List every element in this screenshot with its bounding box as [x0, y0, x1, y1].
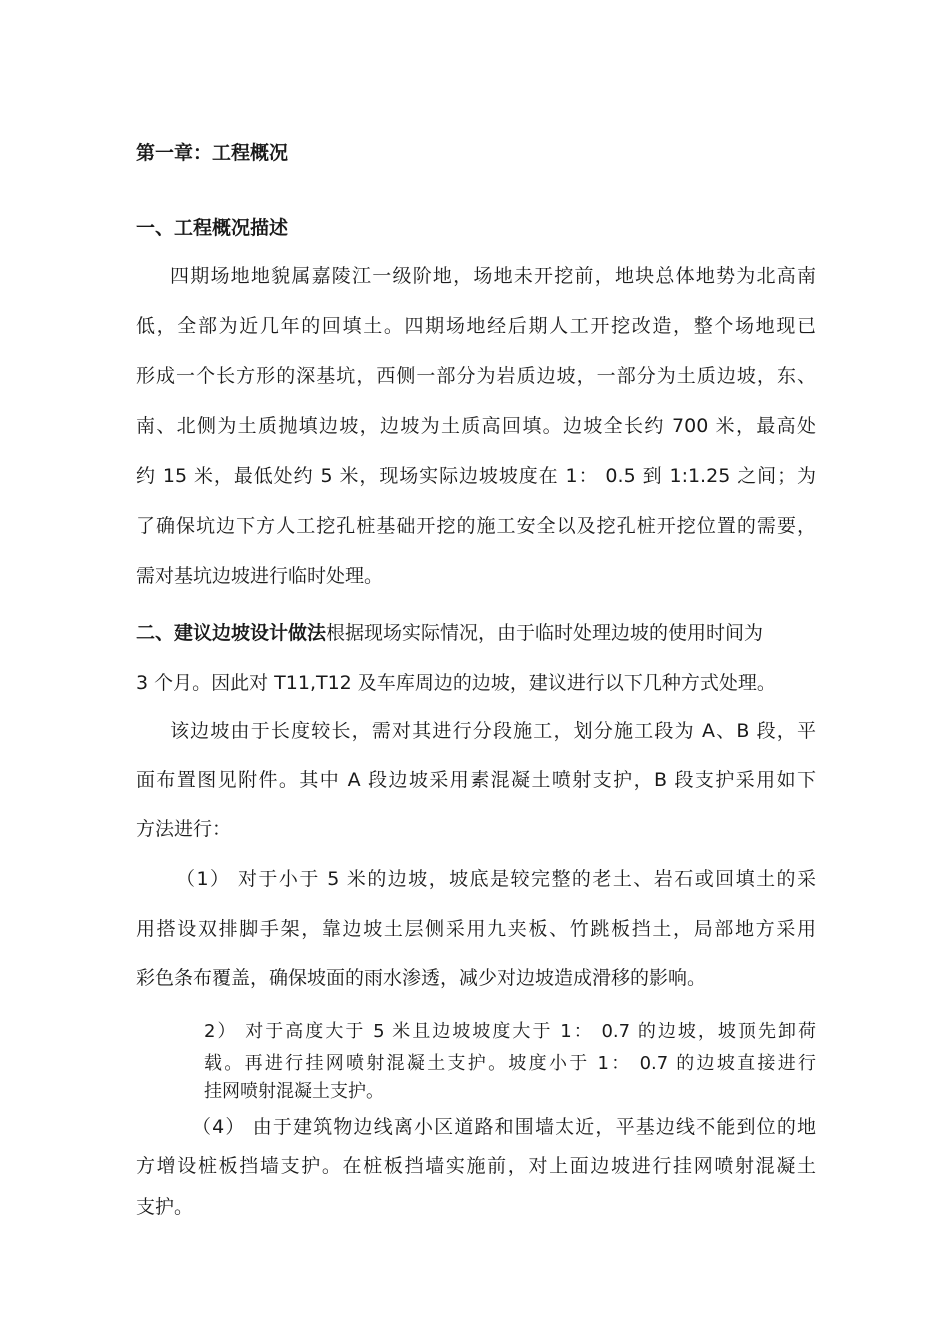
section2-line-2: 3 个月。因此对 T11,T12 及车库周边的边坡，建议进行以下几种方式处理。	[136, 672, 776, 694]
item4-line-3: 支护。	[136, 1196, 194, 1218]
item1-line-1: （1） 对于小于 5 米的边坡，坡底是较完整的老土、岩石或回填土的采	[176, 868, 816, 890]
section1-line-1: 四期场地地貌属嘉陵江一级阶地，场地未开挖前，地块总体地势为北高南	[170, 265, 816, 287]
section1-line-6: 了确保坑边下方人工挖孔桩基础开挖的施工安全以及挖孔桩开挖位置的需要，	[136, 515, 816, 537]
section2-para2-line-2: 面布置图见附件。其中 A 段边坡采用素混凝土喷射支护，B 段支护采用如下	[136, 769, 816, 791]
section2-heading: 二、建议边坡设计做法	[136, 622, 327, 644]
section1-line-7: 需对基坑边坡进行临时处理。	[136, 565, 384, 587]
item1-line-3: 彩色条布覆盖，确保坡面的雨水渗透，减少对边坡造成滑移的影响。	[136, 967, 707, 989]
item2-line-1: 2） 对于高度大于 5 米且边坡坡度大于 1： 0.7 的边坡，坡顶先卸荷	[204, 1021, 816, 1042]
item1-line-2: 用搭设双排脚手架，靠边坡土层侧采用九夹板、竹跳板挡土，局部地方采用	[136, 918, 816, 940]
item2-line-3: 挂网喷射混凝土支护。	[204, 1081, 384, 1102]
section2-first-line	[136, 620, 816, 646]
chapter-title: 第一章：工程概况	[136, 142, 289, 164]
section1-line-5: 约 15 米，最低处约 5 米，现场实际边坡坡度在 1： 0.5 到 1:1.25 之间；为	[136, 465, 816, 487]
section2-para2-line-3: 方法进行：	[136, 818, 232, 840]
item4-line-2: 方增设桩板挡墙支护。在桩板挡墙实施前，对上面边坡进行挂网喷射混凝土	[136, 1155, 816, 1177]
item2-line-2: 载。再进行挂网喷射混凝土支护。坡度小于 1： 0.7 的边坡直接进行	[204, 1053, 816, 1074]
section2-lead-text: 根据现场实际情况，由于临时处理边坡的使用时间为	[326, 622, 764, 644]
section1-line-2: 低，全部为近几年的回填土。四期场地经后期人工开挖改造，整个场地现已	[136, 315, 816, 337]
section1-line-3: 形成一个长方形的深基坑，西侧一部分为岩质边坡，一部分为土质边坡，东、	[136, 365, 816, 387]
section2-para2-line-1: 该边坡由于长度较长，需对其进行分段施工，划分施工段为 A、B 段，平	[170, 720, 816, 742]
section1-heading: 一、工程概况描述	[136, 217, 289, 239]
item4-line-1: （4） 由于建筑物边线离小区道路和围墙太近，平基边线不能到位的地	[192, 1116, 816, 1138]
section1-line-4: 南、北侧为土质抛填边坡，边坡为土质高回填。边坡全长约 700 米，最高处	[136, 415, 816, 437]
